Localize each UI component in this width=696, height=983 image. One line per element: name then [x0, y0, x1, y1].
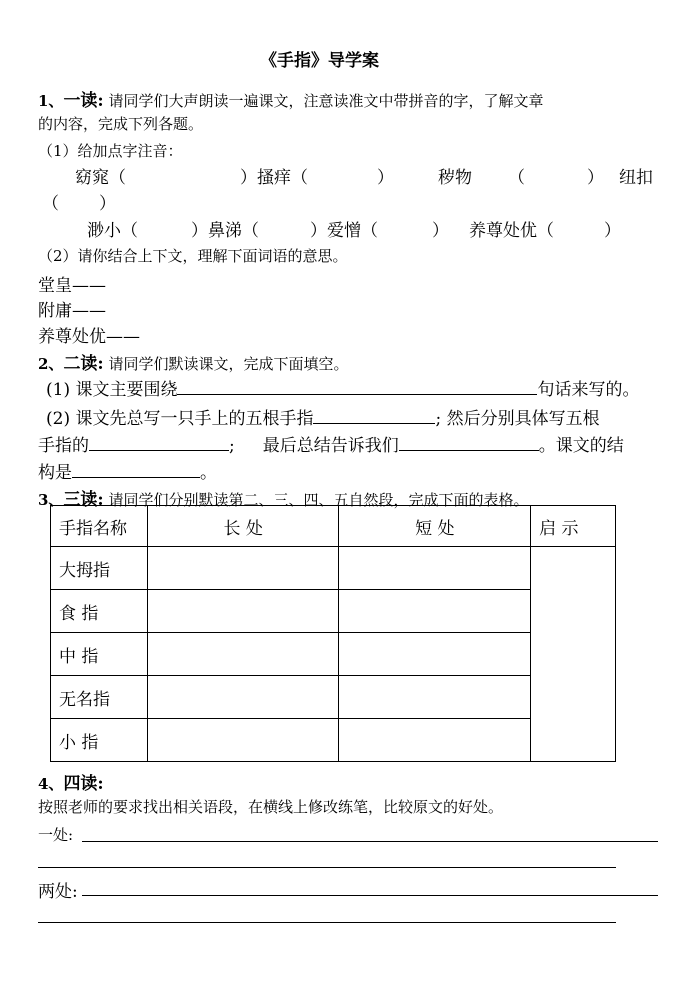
section-1-intro — [38, 86, 544, 111]
pinyin-item-8-close: ） — [604, 221, 621, 241]
section-3-text: 请同学们分别默读第二、三、四、五自然段，完成下面的表格。 — [108, 491, 529, 509]
vocab-term-1: 堂皇—— — [38, 276, 106, 296]
question-2-1-prefix: (1) 课文主要围绕 — [46, 380, 178, 400]
question-2-2-prefix: (2) 课文先总写一只手上的五根手指 — [46, 409, 314, 429]
section-4-label: 四读: — [63, 774, 104, 794]
question-2-2-part: 手指的 — [38, 436, 89, 456]
section-4-number: 4、 — [38, 775, 64, 793]
table-header: 手指名称 — [51, 506, 148, 547]
table-cell[interactable] — [147, 547, 339, 590]
question-2-2-part3: 。课文的结 — [538, 436, 624, 456]
table-cell[interactable] — [147, 676, 339, 719]
section-4-intro — [38, 769, 104, 794]
pinyin-item-4: 纽扣 — [619, 168, 653, 188]
section-1-label: 一读: — [63, 91, 104, 111]
question-1-2: （2）请你结合上下文，理解下面词语的意思。 — [38, 247, 348, 265]
question-1-1: （1）给加点字注音： — [38, 142, 183, 160]
table-cell[interactable] — [339, 633, 531, 676]
section-4-text: 按照老师的要求找出相关语段，在横线上修改练笔，比较原文的好处。 — [38, 798, 504, 816]
section-2-intro — [38, 349, 349, 374]
table-header-row — [51, 506, 616, 547]
answer-blank[interactable] — [72, 462, 200, 478]
question-2-2-part2: 最后总结告诉我们 — [262, 436, 399, 456]
pinyin-item-3-close: ） — [587, 168, 604, 188]
finger-name: 食 指 — [51, 590, 148, 633]
question-2-2-end — [38, 458, 217, 483]
section-2-label: 二读: — [63, 354, 104, 374]
pinyin-item-8: 养尊处优（ — [469, 221, 554, 241]
table-cell[interactable] — [147, 719, 339, 762]
finger-name: 无名指 — [51, 676, 148, 719]
finger-name: 小 指 — [51, 719, 148, 762]
section-2-number: 2、 — [38, 355, 64, 373]
question-2-2-period: 。 — [200, 463, 217, 483]
writing-line[interactable] — [82, 841, 658, 842]
pinyin-item-2-close: ） — [377, 168, 394, 188]
table-cell[interactable] — [339, 590, 531, 633]
section-4-second: 两处: — [38, 882, 78, 902]
section-4-first: 一处: — [38, 826, 74, 844]
pinyin-item-1: 窈窕（ — [75, 168, 126, 188]
pinyin-item-6: ）鼻涕（ — [191, 221, 259, 241]
pinyin-item-4-open: （ — [42, 194, 59, 214]
writing-line[interactable] — [38, 867, 616, 868]
section-3-label: 三读: — [63, 490, 104, 510]
table-header: 短 处 — [339, 506, 531, 547]
question-2-1-suffix: 句话来写的。 — [537, 380, 640, 400]
pinyin-item-7-close: ） — [432, 221, 449, 241]
finger-table — [50, 505, 616, 762]
writing-line[interactable] — [82, 895, 658, 896]
table-cell[interactable] — [339, 547, 531, 590]
writing-line[interactable] — [38, 922, 616, 923]
table-header: 启 示 — [531, 506, 616, 547]
question-2-2-cont — [38, 431, 624, 456]
table-cell[interactable] — [339, 719, 531, 762]
pinyin-item-2: ）搔痒（ — [240, 168, 308, 188]
finger-name: 中 指 — [51, 633, 148, 676]
question-2-2-mid: ; 然后分别具体写五根 — [435, 409, 600, 429]
question-2-2 — [46, 404, 600, 429]
question-2-2-part4: 构是 — [38, 463, 72, 483]
section-1-text-cont: 的内容，完成下列各题。 — [38, 115, 204, 133]
section-3-number: 3、 — [38, 491, 64, 509]
table-row — [51, 547, 616, 590]
answer-blank[interactable] — [177, 379, 537, 395]
vocab-term-2: 附庸—— — [38, 301, 106, 321]
section-1-number: 1、 — [38, 92, 64, 110]
answer-blank[interactable] — [313, 408, 435, 424]
section-1-text: 请同学们大声朗读一遍课文，注意读准文中带拼音的字，了解文章 — [108, 92, 544, 110]
page-title: 《手指》导学案 — [260, 51, 379, 71]
finger-name: 大拇指 — [51, 547, 148, 590]
pinyin-item-4-close: ） — [99, 194, 116, 214]
table-cell[interactable] — [147, 633, 339, 676]
question-2-2-sep: ; — [229, 436, 235, 456]
vocab-term-3: 养尊处优—— — [38, 327, 140, 347]
table-cell[interactable] — [147, 590, 339, 633]
pinyin-item-3-open: （ — [508, 168, 525, 188]
table-cell-merged[interactable] — [531, 547, 616, 762]
table-header: 长 处 — [147, 506, 339, 547]
answer-blank[interactable] — [89, 435, 229, 451]
pinyin-item-5: 渺小（ — [87, 221, 138, 241]
question-2-1 — [46, 375, 639, 400]
pinyin-item-7: ）爱憎（ — [310, 221, 378, 241]
answer-blank[interactable] — [399, 435, 539, 451]
table-cell[interactable] — [339, 676, 531, 719]
section-2-text: 请同学们默读课文，完成下面填空。 — [108, 355, 349, 373]
pinyin-item-3: 秽物 — [438, 168, 472, 188]
